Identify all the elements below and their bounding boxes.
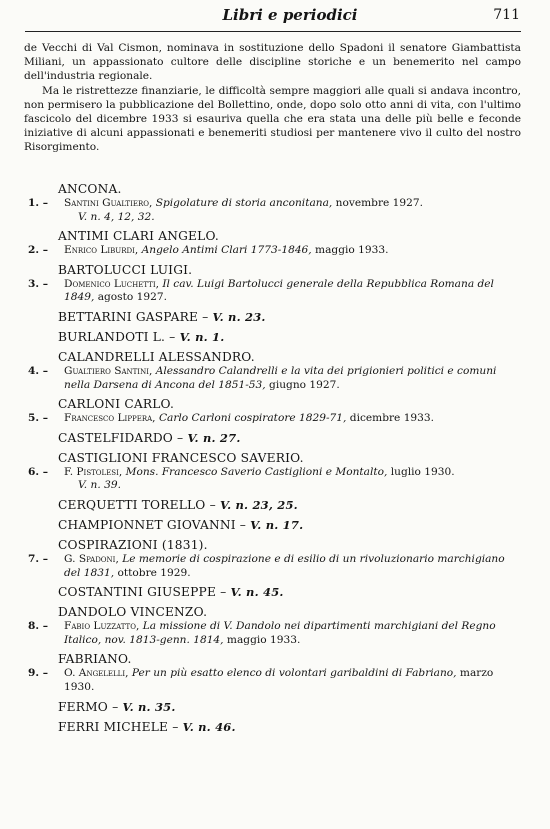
entry-title: Carlo Carloni cospiratore 1829-71, [158, 412, 347, 425]
entry-date: ottobre 1929. [117, 566, 191, 579]
entry-name: DANDOLO VINCENZO. [58, 605, 208, 620]
entry-number: 1. – [28, 197, 49, 209]
page-number: 711 [493, 7, 520, 23]
list-item [24, 310, 521, 325]
entry-heading [58, 229, 521, 244]
entry-number: 3. – [28, 277, 49, 290]
entry-name: ANCONA. [58, 182, 122, 196]
entry-author: O. Angelelli, [64, 667, 129, 680]
list-item [24, 700, 521, 715]
entry-author: Santini Gualtiero, [64, 197, 153, 209]
entry-date: luglio 1930. [390, 465, 455, 478]
list-item [24, 397, 521, 426]
entry-heading [58, 518, 521, 533]
entry-name: ANTIMI CLARI ANGELO. [58, 229, 220, 244]
cross-reference: V. n. 46. [182, 719, 236, 734]
entry-date: maggio 1933. [226, 633, 301, 646]
entry-heading [58, 652, 521, 667]
entry-reference [24, 278, 521, 305]
entry-heading [58, 310, 521, 325]
entry-date: giugno 1927. [269, 378, 340, 391]
cross-reference: V. n. 23. [212, 309, 266, 324]
entry-reference [24, 197, 521, 224]
entry-author: Francesco Lippera, [64, 412, 156, 425]
entry-title: Il cav. Luigi Bartolucci generale della Repubblica Romana del 1849, [64, 277, 494, 304]
list-item [24, 182, 521, 224]
entry-number: 7. – [28, 552, 49, 565]
list-item [24, 652, 521, 694]
list-item [24, 518, 521, 533]
entry-heading [58, 720, 521, 735]
entry-title: Per un più esatto elenco di volontari garibaldini di Fabriano, [131, 667, 457, 680]
entry-title: Le memorie di cospirazione e di esilio di un rivoluzionario marchigiano del 1831, [64, 552, 505, 579]
entry-author: Fabio Luzzatto, [64, 620, 140, 633]
intro-text [24, 41, 521, 155]
entry-name: BURLANDOTI L. – [58, 329, 176, 344]
list-item [24, 585, 521, 600]
bibliography-list [24, 182, 521, 740]
entry-name: CASTELFIDARDO – [58, 430, 184, 445]
entry-heading [58, 397, 521, 412]
entry-name: CERQUETTI TORELLO – [58, 497, 216, 512]
entry-number: 9. – [28, 667, 49, 680]
running-header [60, 6, 520, 28]
entry-heading [58, 330, 521, 345]
entry-heading [58, 182, 521, 197]
entry-number: 8. – [28, 620, 49, 633]
cross-reference: V. n. 17. [250, 517, 304, 532]
entry-date: dicembre 1933. [349, 412, 435, 425]
list-item [24, 350, 521, 392]
entry-number: 4. – [28, 364, 49, 377]
entry-title: Angelo Antimi Clari 1773-1846, [141, 244, 312, 257]
entry-title: Alessandro Calandrelli e la vita dei prigionieri politici e comuni nella Darsena di Ancona del 1851-53, [64, 364, 497, 391]
entry-author: Domenico Luchetti, [64, 277, 159, 290]
intro-paragraph-2: Ma le ristrettezze finanziarie, le difficoltà sempre maggiori alle quali si andava incontro, non permisero la pubblicazione del Bollettino, onde, dopo solo otto anni di vita, con l'ultimo fascicolo del dicembre 1933 si esauriva quella che era stata una delle più belle e feconde iniziative di alcuni appassionati e benemeriti studiosi per mantenere vivo il culto del nostro Risorgimento. [24, 84, 521, 154]
entry-title: Spigolature di storia anconitana, [155, 197, 333, 209]
cross-reference: V. n. 23, 25. [219, 497, 298, 512]
entry-heading [58, 585, 521, 600]
entry-author: Gualtiero Santini, [64, 364, 153, 377]
entry-note: V. n. 4, 12, 32. [78, 210, 155, 223]
entry-reference [24, 466, 521, 493]
entry-author: G. Spadoni, [64, 552, 119, 565]
list-item [24, 451, 521, 493]
entry-author: Enrico Liburdi, [64, 244, 139, 257]
list-item [24, 538, 521, 580]
entry-reference [24, 620, 521, 647]
cross-reference: V. n. 27. [187, 430, 241, 445]
entry-name: CALANDRELLI ALESSANDRO. [58, 349, 255, 364]
entry-number: 5. – [28, 412, 49, 425]
entry-title: Mons. Francesco Saverio Castiglioni e Montalto, [125, 465, 388, 478]
entry-name: COSPIRAZIONI (1831). [58, 537, 208, 552]
entry-heading [58, 538, 521, 553]
entry-name: FERRI MICHELE – [58, 719, 179, 734]
entry-number: 2. – [28, 244, 49, 257]
entry-reference [24, 244, 521, 258]
entry-heading [58, 451, 521, 466]
entry-author: F. Pistolesi, [64, 465, 123, 478]
entry-heading [58, 263, 521, 278]
entry-name: CARLONI CARLO. [58, 397, 175, 412]
list-item [24, 431, 521, 446]
entry-date: novembre 1927. [335, 197, 423, 209]
entry-heading [58, 431, 521, 446]
entry-name: BARTOLUCCI LUIGI. [58, 262, 193, 277]
entry-title: La missione di V. Dandolo nei dipartimenti marchigiani del Regno Italico, nov. 1813-genn. 1814, [64, 620, 496, 646]
list-item [24, 720, 521, 735]
entry-reference [24, 667, 521, 694]
entry-note: V. n. 39. [78, 479, 121, 492]
header-rule [25, 31, 521, 32]
entry-reference [24, 553, 521, 580]
list-item [24, 605, 521, 647]
list-item [24, 229, 521, 258]
entry-name: FERMO – [58, 699, 119, 714]
list-item [24, 498, 521, 513]
entry-heading [58, 605, 521, 620]
entry-name: BETTARINI GASPARE – [58, 309, 209, 324]
cross-reference: V. n. 35. [122, 699, 176, 714]
entry-date: maggio 1933. [315, 244, 389, 257]
cross-reference: V. n. 1. [179, 329, 225, 344]
intro-paragraph-1: de Vecchi di Val Cismon, nominava in sostituzione dello Spadoni il senatore Giambattista Miliani, un appassionato cultore delle discipline storiche e un benemerito nel campo dell'industria regionale. [24, 42, 521, 83]
entry-heading [58, 350, 521, 365]
entry-name: COSTANTINI GIUSEPPE – [58, 585, 227, 600]
entry-reference [24, 412, 521, 426]
entry-number: 6. – [28, 465, 49, 478]
list-item [24, 330, 521, 345]
entry-name: FABRIANO. [58, 652, 132, 667]
entry-date: marzo 1930. [64, 667, 494, 693]
list-item [24, 263, 521, 305]
entry-name: CASTIGLIONI FRANCESCO SAVERIO. [58, 450, 304, 465]
entry-date: agosto 1927. [97, 291, 167, 304]
entry-name: CHAMPIONNET GIOVANNI – [58, 517, 247, 532]
cross-reference: V. n. 45. [230, 585, 284, 600]
entry-heading [58, 700, 521, 715]
running-title: Libri e periodici [222, 6, 358, 24]
entry-reference [24, 365, 521, 392]
entry-heading [58, 498, 521, 513]
